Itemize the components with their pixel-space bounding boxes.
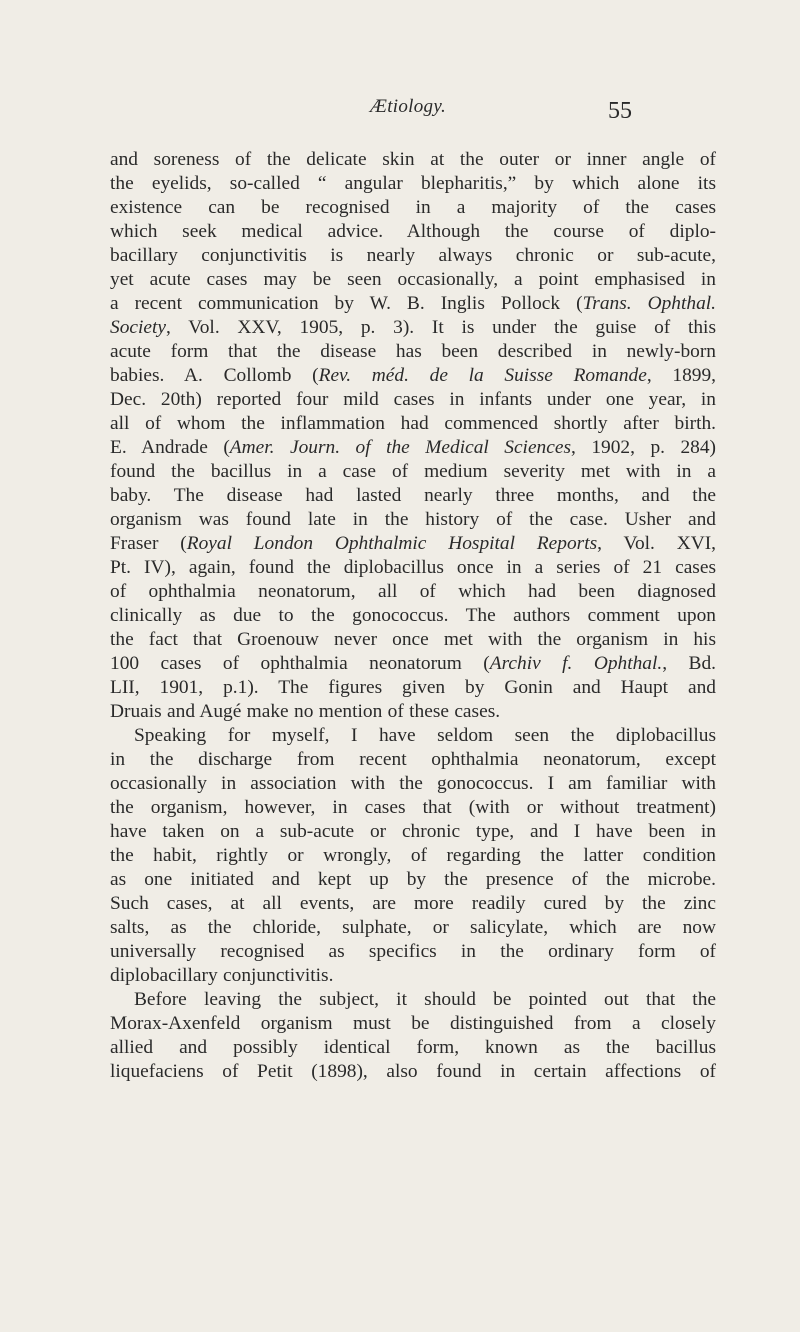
text-line: organism was found late in the history of the case. Usher and (110, 509, 716, 530)
text-line: bacillary conjunctivitis is nearly always chronic or sub-acute, (110, 245, 716, 266)
text-line: a recent communication by W. B. Inglis Pollock (Trans. Ophthal. (110, 293, 717, 314)
text-line: the habit, rightly or wrongly, of regarding the latter condition (110, 845, 716, 866)
text-line: LII, 1901, p.1). The figures given by Gonin and Haupt and (110, 677, 716, 698)
text-line: Fraser (Royal London Ophthalmic Hospital Reports, Vol. XVI, (110, 533, 717, 554)
text-line: clinically as due to the gonococcus. The authors comment upon (110, 605, 716, 626)
text-line: 100 cases of ophthalmia neonatorum (Archiv f. Ophthal., Bd. (110, 653, 717, 674)
paragraph-first-line: Speaking for myself, I have seldom seen the diplobacillus (134, 725, 716, 746)
text-line: Pt. IV), again, found the diplobacillus once in a series of 21 cases (110, 557, 716, 578)
text-line: Society, Vol. XXV, 1905, p. 3). It is under the guise of this (110, 317, 716, 338)
text-line: yet acute cases may be seen occasionally, a point emphasised in (110, 269, 716, 290)
running-head (0, 96, 800, 126)
text-line: salts, as the chloride, sulphate, or salicylate, which are now (110, 917, 716, 938)
text-line: as one initiated and kept up by the presence of the microbe. (110, 869, 716, 890)
page-number: 55 (608, 98, 632, 124)
paragraph-end-line: Druais and Augé make no mention of these cases. (110, 701, 501, 722)
paragraph-end-line: diplobacillary conjunctivitis. (110, 965, 334, 986)
text-line: allied and possibly identical form, known as the bacillus (110, 1037, 716, 1058)
text-line: all of whom the inflammation had commenced shortly after birth. (110, 413, 716, 434)
text-line: the eyelids, so-called “ angular blepharitis,” by which alone its (110, 173, 716, 194)
text-line: found the bacillus in a case of medium severity met with in a (110, 461, 716, 482)
text-line: the organism, however, in cases that (with or without treatment) (110, 797, 716, 818)
text-line: have taken on a sub-acute or chronic type, and I have been in (110, 821, 716, 842)
text-line: Such cases, at all events, are more readily cured by the zinc (110, 893, 716, 914)
text-line: in the discharge from recent ophthalmia neonatorum, except (110, 749, 716, 770)
body-text (110, 148, 716, 1084)
text-line: baby. The disease had lasted nearly three months, and the (110, 485, 716, 506)
text-line: existence can be recognised in a majority of the cases (110, 197, 716, 218)
text-line: occasionally in association with the gonococcus. I am familiar with (110, 773, 716, 794)
running-title: Ætiology. (370, 96, 447, 117)
text-line: E. Andrade (Amer. Journ. of the Medical Sciences, 1902, p. 284) (110, 437, 717, 458)
text-line: Dec. 20th) reported four mild cases in infants under one year, in (110, 389, 716, 410)
text-line: of ophthalmia neonatorum, all of which had been diagnosed (110, 581, 716, 602)
text-line: the fact that Groenouw never once met with the organism in his (110, 629, 716, 650)
text-line: acute form that the disease has been described in newly-born (110, 341, 716, 362)
text-line: and soreness of the delicate skin at the outer or inner angle of (110, 149, 716, 170)
paragraph-first-line: Before leaving the subject, it should be pointed out that the (134, 989, 716, 1010)
text-line: Morax-Axenfeld organism must be distinguished from a closely (110, 1013, 716, 1034)
text-line: babies. A. Collomb (Rev. méd. de la Suisse Romande, 1899, (110, 365, 717, 386)
text-line: universally recognised as specifics in the ordinary form of (110, 941, 716, 962)
text-line: liquefaciens of Petit (1898), also found in certain affections of (110, 1061, 716, 1082)
text-line: which seek medical advice. Although the course of diplo- (110, 221, 716, 242)
